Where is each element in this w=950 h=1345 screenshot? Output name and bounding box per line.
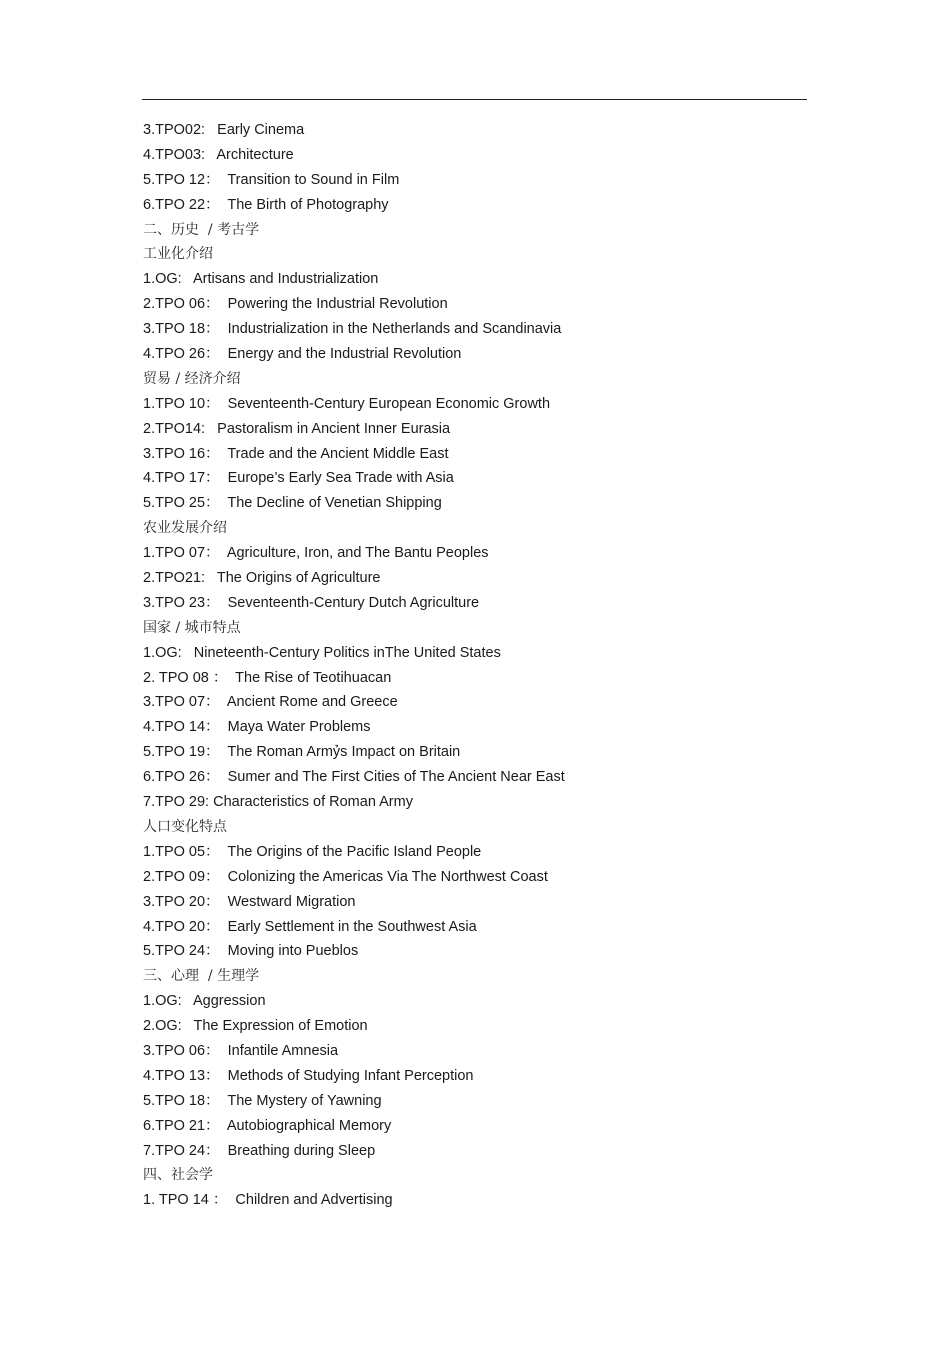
header-rule [142,99,807,100]
section-heading: 工业化介绍 [143,246,213,263]
list-item: 2.TPO14: Pastoralism in Ancient Inner Eurasia [143,420,451,437]
list-item: 1.OG: Artisans and Industrialization [143,271,379,288]
list-item: 7.TPO 29: Characteristics of Roman Army [143,794,413,811]
list-item: 1.TPO 07： Agriculture, Iron, and The Bantu Peoples [143,545,489,562]
list-item: 3.TPO 16： Trade and the Ancient Middle East [143,445,449,462]
list-item: 1. TPO 14 ： Children and Advertising [143,1192,393,1209]
list-item: 2.TPO21: The Origins of Agriculture [143,570,381,587]
document-body [143,118,823,1213]
list-item: 2. TPO 08 ： The Rise of Teotihuacan [143,669,392,686]
list-item: 4.TPO03: Architecture [143,146,294,163]
list-item: 3.TPO 20： Westward Migration [143,893,356,910]
list-item: 6.TPO 26： Sumer and The First Cities of The Ancient Near East [143,769,565,786]
section-heading: 国家 / 城市特点 [143,619,241,636]
list-item: 2.TPO 06： Powering the Industrial Revolution [143,296,448,313]
section-heading: 人口变化特点 [143,818,227,835]
list-item: 5.TPO 19： The Roman Armỷs Impact on Britain [143,744,461,761]
list-item: 5.TPO 25： The Decline of Venetian Shipping [143,495,442,512]
list-item: 2.OG: The Expression of Emotion [143,1018,368,1035]
list-item: 2.TPO 09： Colonizing the Americas Via The Northwest Coast [143,868,548,885]
list-item: 4.TPO 17： Europe’s Early Sea Trade with Asia [143,470,454,487]
section-heading: 农业发展介绍 [143,520,227,537]
list-item: 4.TPO 26： Energy and the Industrial Revolution [143,346,462,363]
list-item: 4.TPO 20： Early Settlement in the Southwest Asia [143,918,477,935]
list-item: 4.TPO 14： Maya Water Problems [143,719,371,736]
list-item: 3.TPO 07： Ancient Rome and Greece [143,694,398,711]
list-item: 3.TPO02: Early Cinema [143,122,305,138]
list-item: 1.TPO 10： Seventeenth-Century European Economic Growth [143,395,551,412]
list-item: 5.TPO 18： The Mystery of Yawning [143,1092,382,1109]
section-heading: 四、社会学 [143,1167,213,1184]
list-item: 3.TPO 18： Industrialization in the Netherlands and Scandinavia [143,321,562,338]
list-item: 6.TPO 21： Autobiographical Memory [143,1117,392,1134]
section-heading: 贸易 / 经济介绍 [143,370,241,387]
list-item: 4.TPO 13： Methods of Studying Infant Perception [143,1067,474,1084]
section-heading: 三、心理 / 生理学 [143,968,260,985]
list-item: 5.TPO 12： Transition to Sound in Film [143,171,400,188]
list-item: 3.TPO 23： Seventeenth-Century Dutch Agriculture [143,594,480,611]
list-item: 1.OG: Aggression [143,993,266,1010]
list-item: 6.TPO 22： The Birth of Photography [143,196,389,213]
list-item: 5.TPO 24： Moving into Pueblos [143,943,359,960]
section-heading: 二、历史 / 考古学 [143,221,260,238]
list-item: 3.TPO 06： Infantile Amnesia [143,1042,339,1059]
list-item: 1.OG: Nineteenth-Century Politics inThe United States [143,644,501,661]
list-item: 1.TPO 05： The Origins of the Pacific Island People [143,843,482,860]
list-item: 7.TPO 24： Breathing during Sleep [143,1142,376,1159]
